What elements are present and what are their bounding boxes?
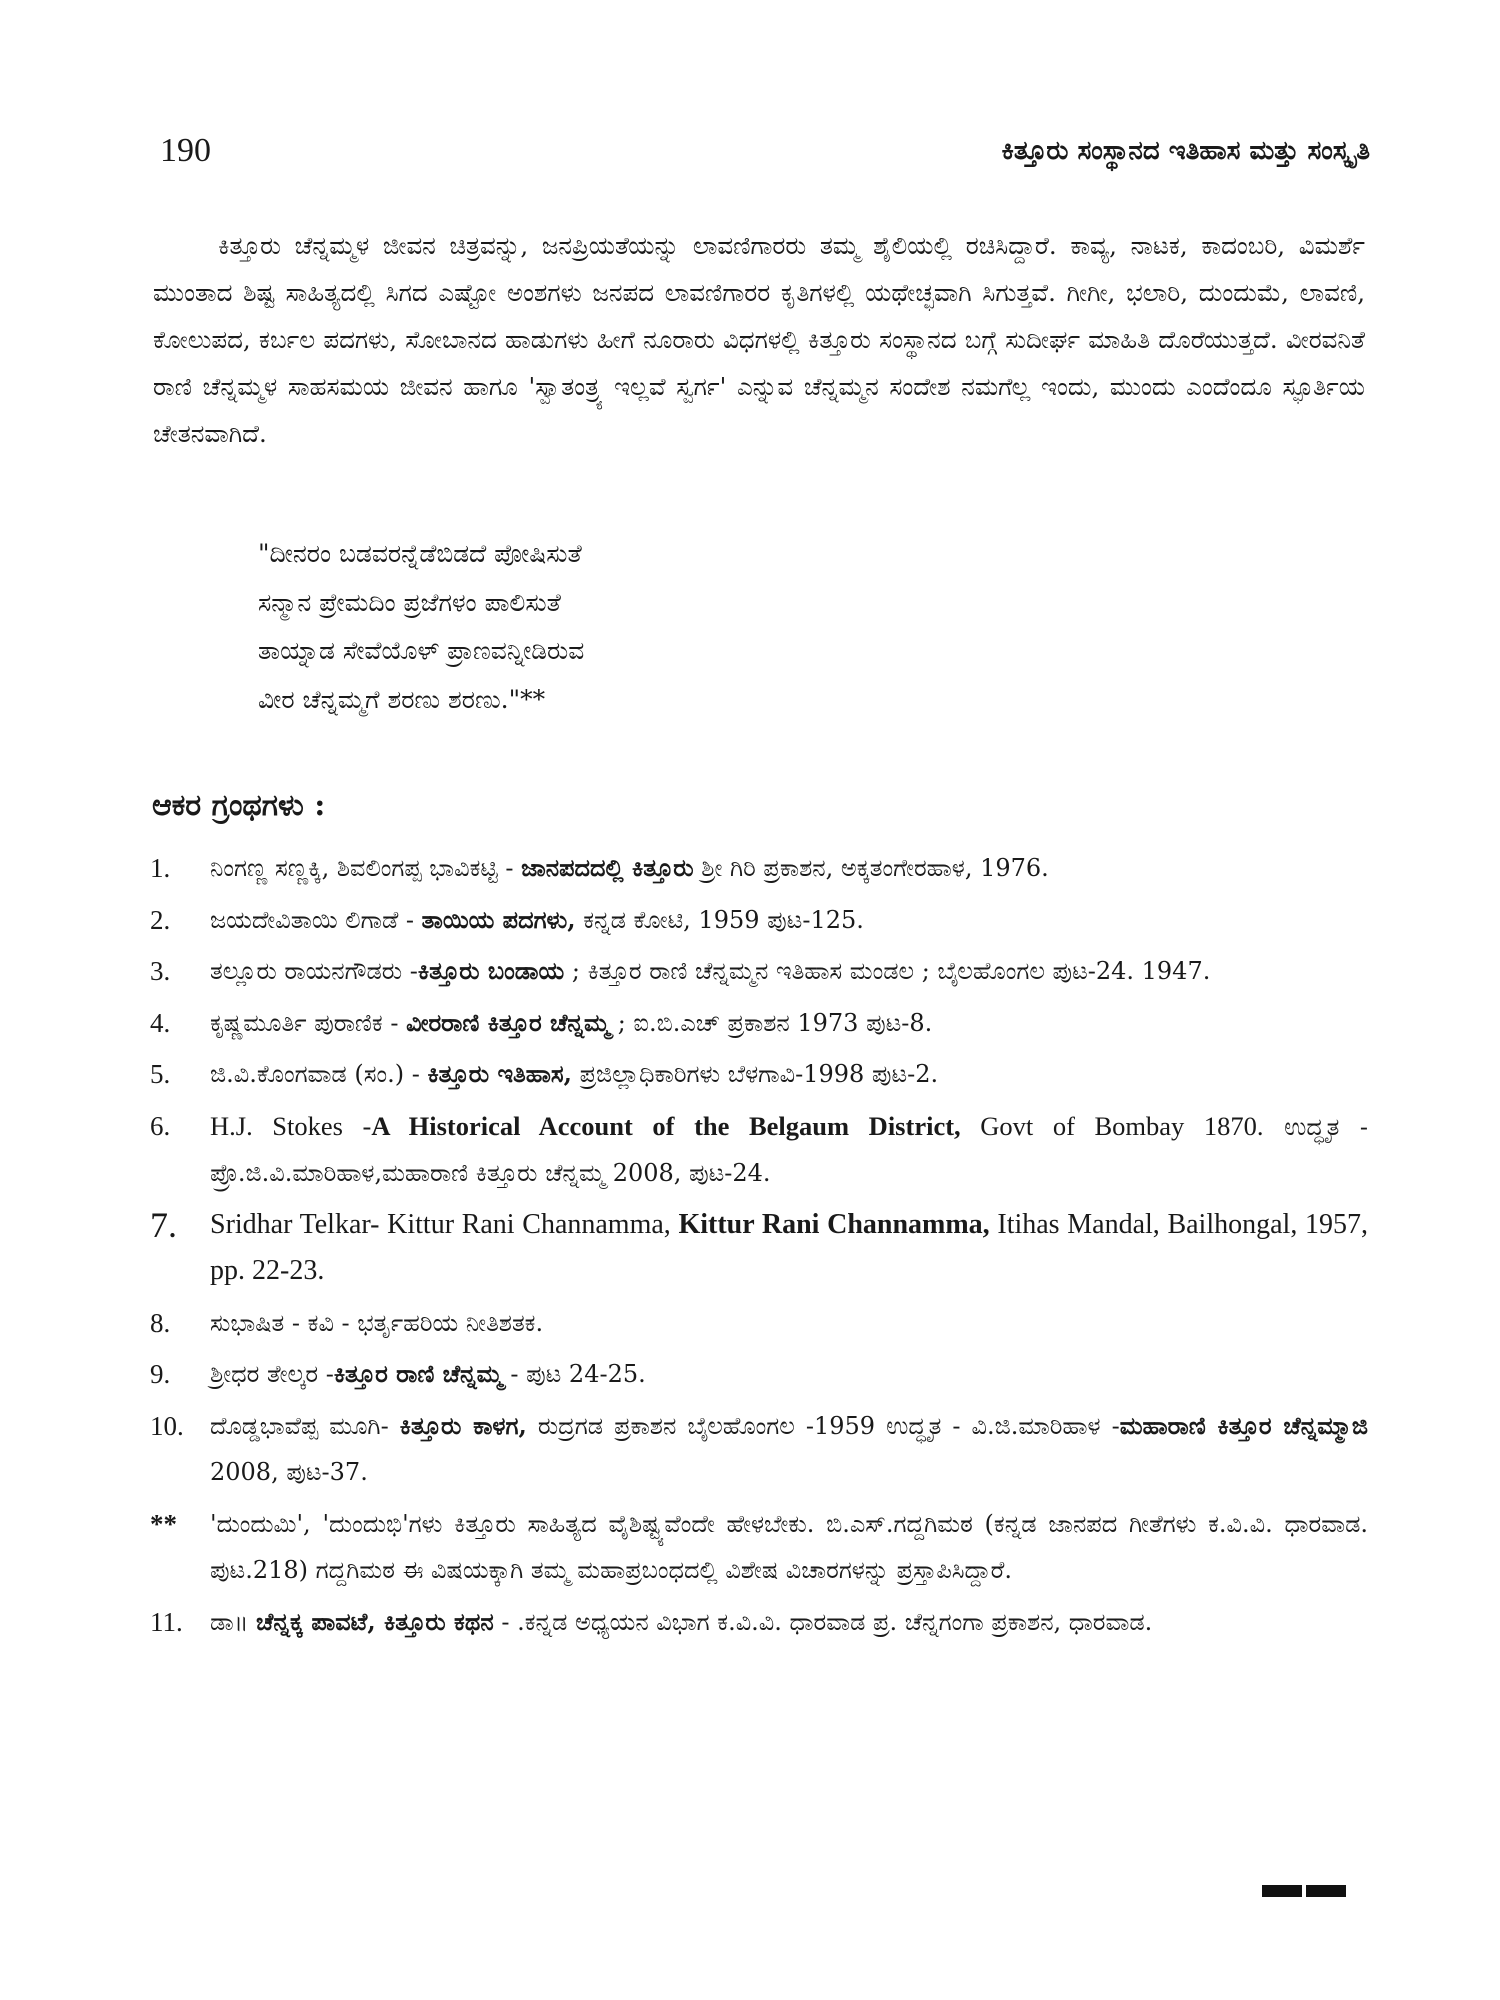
footnote-item — [150, 1501, 1368, 1594]
reference-author: ಕೃಷ್ಣಮೂರ್ತಿ ಪುರಾಣಿಕ - — [210, 1008, 407, 1037]
reference-title-secondary: ಮಹಾರಾಣಿ ಕಿತ್ತೂರ ಚೆನ್ನಮ್ಮಾಜಿ — [1119, 1410, 1368, 1440]
end-mark — [1306, 1885, 1346, 1897]
reference-details: ರುದ್ರಗಡ ಪ್ರಕಾಶನ ಬೈಲಹೊಂಗಲ -1959 ಉದ್ಧೃತ - ವಿ.ಜಿ.ಮಾರಿಹಾಳ - — [526, 1411, 1120, 1440]
footnote-marker: ** — [150, 1508, 177, 1539]
reference-author: ಜಯದೇವಿತಾಯಿ ಲಿಗಾಡೆ - — [210, 905, 422, 934]
reference-item — [150, 1051, 1368, 1098]
reference-title: ಜಾನಪದದಲ್ಲಿ ಕಿತ್ತೂರು — [521, 853, 694, 882]
reference-item — [150, 1599, 1368, 1646]
reference-details: - .ಕನ್ನಡ ಅಧ್ಯಯನ ವಿಭಾಗ ಕ.ವಿ.ವಿ. ಧಾರವಾಡ ಪ್ರ. ಚೆನ್ನಗಂಗಾ ಪ್ರಕಾಶನ, ಧಾರವಾಡ. — [493, 1607, 1153, 1636]
reference-title: ಕಿತ್ತೂರು ಬಂಡಾಯ — [417, 956, 565, 985]
reference-number: 4. — [150, 1007, 171, 1038]
reference-author: ಶ್ರೀಧರ ತೇಲ್ಕರ - — [210, 1360, 334, 1388]
reference-details: ಕನ್ನಡ ಕೋಟಿ, 1959 ಪುಟ-125. — [575, 905, 864, 934]
reference-number: 5. — [150, 1059, 171, 1089]
reference-item — [150, 948, 1368, 995]
reference-details: ; ಐ.ಬಿ.ಎಚ್ ಪ್ರಕಾಶನ 1973 ಪುಟ-8. — [610, 1008, 933, 1037]
verse-quote — [258, 530, 584, 724]
reference-title: Kittur Rani Channamma, — [678, 1208, 990, 1240]
reference-number: 7. — [150, 1204, 177, 1245]
reference-title: ವೀರರಾಣಿ ಕಿತ್ತೂರ ಚೆನ್ನಮ್ಮ — [406, 1007, 611, 1037]
sources-heading: ಆಕರ ಗ್ರಂಥಗಳು : — [152, 788, 326, 823]
reference-author: ದೊಡ್ಡಭಾವೆಪ್ಪ ಮೂಗಿ- — [210, 1411, 400, 1440]
reference-details: ; ಕಿತ್ತೂರ ರಾಣಿ ಚೆನ್ನಮ್ಮನ ಇತಿಹಾಸ ಮಂಡಲ ; ಬೈಲಹೊಂಗಲ ಪುಟ-24. 1947. — [564, 957, 1211, 985]
reference-title: ಕಿತ್ತೂರ ರಾಣಿ ಚೆನ್ನಮ್ಮ — [333, 1359, 503, 1388]
reference-author: ನಿಂಗಣ್ಣ ಸಣ್ಣಕ್ಕಿ, ಶಿವಲಿಂಗಪ್ಪ ಭಾವಿಕಟ್ಟಿ - — [210, 854, 522, 882]
reference-item — [150, 1202, 1368, 1295]
footnote-text: 'ದುಂದುಮಿ', 'ದುಂದುಭಿ'ಗಳು ಕಿತ್ತೂರು ಸಾಹಿತ್ಯದ ವೈಶಿಷ್ಟ್ಯವೆಂದೇ ಹೇಳಬೇಕು. ಬಿ.ಎಸ್.ಗದ್ದಗಿಮಠ (ಕನ್ನಡ ಜಾನಪದ ಗೀತೆಗಳು ಕ.ವಿ.ವಿ. ಧಾರವಾಡ. ಪುಟ.218) ಗದ್ದಗಿಮಠ ಈ ವಿಷಯಕ್ಕಾಗಿ ತಮ್ಮ ಮಹಾಪ್ರಬಂಧದಲ್ಲಿ ವಿಶೇಷ ವಿಚಾರಗಳನ್ನು ಪ್ರಸ್ತಾಪಿಸಿದ್ದಾರೆ. — [210, 1509, 1368, 1584]
reference-item — [150, 1351, 1368, 1398]
reference-details-secondary: 2008, ಪುಟ-37. — [210, 1458, 368, 1486]
verse-line: "ದೀನರಂ ಬಡವರನ್ನೆಡೆಬಿಡದೆ ಪೋಷಿಸುತೆ — [258, 539, 582, 568]
reference-title: ತಾಯಿಯ ಪದಗಳು, — [421, 904, 576, 934]
reference-author: ತಲ್ಲೂರು ರಾಯನಗೌಡರು - — [210, 957, 418, 985]
reference-number: 2. — [150, 904, 171, 935]
verse-line: ವೀರ ಚೆನ್ನಮ್ಮಗೆ ಶರಣು ಶರಣು."** — [258, 684, 546, 714]
running-title: ಕಿತ್ತೂರು ಸಂಸ್ಥಾನದ ಇತಿಹಾಸ ಮತ್ತು ಸಂಸ್ಕೃತಿ — [1001, 136, 1370, 166]
reference-details: ಪ್ರಜಿಲ್ಲಾಧಿಕಾರಿಗಳು ಬೆಳಗಾವಿ-1998 ಪುಟ-2. — [571, 1060, 939, 1088]
reference-title: A Historical Account of the Belgaum District, — [371, 1110, 961, 1141]
reference-author: ಸುಭಾಷಿತ - ಕವಿ - ಭರ್ತೃಹರಿಯ ನೀತಿಶತಕ. — [210, 1308, 544, 1337]
reference-item — [150, 1300, 1368, 1347]
reference-title: ಕಿತ್ತೂರು ಕಾಳಗ, — [399, 1410, 527, 1440]
reference-list — [150, 845, 1368, 1650]
page-number: 190 — [160, 132, 211, 169]
end-of-chapter-marks — [1262, 1882, 1350, 1901]
reference-title: ಚೆನ್ನಕ್ಕ ಪಾವಟೆ, ಕಿತ್ತೂರು ಕಥನ — [256, 1606, 494, 1636]
reference-author: ಜಿ.ವಿ.ಕೊಂಗವಾಡ (ಸಂ.) - — [210, 1060, 428, 1088]
reference-author: Sridhar Telkar- Kittur Rani Channamma, — [210, 1208, 679, 1240]
reference-item — [150, 1403, 1368, 1496]
reference-number: 11. — [150, 1606, 183, 1637]
reference-item — [150, 845, 1368, 892]
reference-number: 9. — [150, 1359, 171, 1389]
reference-item — [150, 1103, 1368, 1197]
reference-number: 8. — [150, 1307, 171, 1338]
verse-line: ಸನ್ಮಾನ ಪ್ರೇಮದಿಂ ಪ್ರಜೆಗಳಂ ಪಾಲಿಸುತೆ — [258, 587, 561, 617]
reference-author: H.J. Stokes - — [210, 1110, 372, 1141]
body-paragraph: ಕಿತ್ತೂರು ಚೆನ್ನಮ್ಮಳ ಜೀವನ ಚಿತ್ರವನ್ನು, ಜನಪ್ರಿಯತೆಯನ್ನು ಲಾವಣಿಗಾರರು ತಮ್ಮ ಶೈಲಿಯಲ್ಲಿ ರಚಿಸಿದ್ದಾರೆ. ಕಾವ್ಯ, ನಾಟಕ, ಕಾದಂಬರಿ, ವಿಮರ್ಶೆ ಮುಂತಾದ ಶಿಷ್ಟ ಸಾಹಿತ್ಯದಲ್ಲಿ ಸಿಗದ ಎಷ್ಟೋ ಅಂಶಗಳು ಜನಪದ ಲಾವಣಿಗಾರರ ಕೃತಿಗಳಲ್ಲಿ ಯಥೇಚ್ಛವಾಗಿ ಸಿಗುತ್ತವೆ. ಗೀಗೀ, ಭಲಾರಿ, ದುಂದುಮೆ, ಲಾವಣಿ, ಕೋಲುಪದ, ಕರ್ಬಲ ಪದಗಳು, ಸೋಬಾನದ ಹಾಡುಗಳು ಹೀಗೆ ನೂರಾರು ವಿಧಗಳಲ್ಲಿ ಕಿತ್ತೂರು ಸಂಸ್ಥಾನದ ಬಗ್ಗೆ ಸುದೀರ್ಘ ಮಾಹಿತಿ ದೊರೆಯುತ್ತದೆ. ವೀರವನಿತೆ ರಾಣಿ ಚೆನ್ನಮ್ಮಳ ಸಾಹಸಮಯ ಜೀವನ ಹಾಗೂ 'ಸ್ವಾತಂತ್ರ್ಯ ಇಲ್ಲವೆ ಸ್ವರ್ಗ' ಎನ್ನುವ ಚೆನ್ನಮ್ಮನ ಸಂದೇಶ ನಮಗೆಲ್ಲ ಇಂದು, ಮುಂದು ಎಂದೆಂದೂ ಸ್ಫೂರ್ತಿಯ ಚೇತನವಾಗಿದೆ. — [153, 231, 1365, 448]
reference-title: ಕಿತ್ತೂರು ಇತಿಹಾಸ, — [427, 1059, 572, 1088]
verse-line: ತಾಯ್ನಾಡ ಸೇವೆಯೊಳ್ ಪ್ರಾಣವನ್ನೀಡಿರುವ — [258, 636, 585, 665]
reference-details: Govt of Bombay 1870. — [960, 1110, 1264, 1141]
end-mark — [1262, 1885, 1302, 1897]
reference-number: 6. — [150, 1110, 171, 1141]
reference-number: 3. — [150, 956, 171, 986]
page-header — [160, 132, 1370, 172]
reference-details: ಶ್ರೀ ಗಿರಿ ಪ್ರಕಾಶನ, ಅಕ್ಕತಂಗೇರಹಾಳ, 1976. — [693, 854, 1049, 882]
reference-number: 10. — [150, 1410, 184, 1441]
reference-details-kannada: ಉದ್ಧೃತ - ಪ್ರೊ.ಜಿ.ವಿ.ಮಾರಿಹಾಳ,ಮಹಾರಾಣಿ ಕಿತ್ತೂರು ಚೆನ್ನಮ್ಮ 2008, ಪುಟ-24. — [210, 1112, 1369, 1187]
reference-number: 1. — [150, 853, 171, 883]
reference-author: ಡಾ॥ — [210, 1607, 257, 1636]
reference-details: - ಪುಟ 24-25. — [502, 1360, 646, 1388]
reference-details: Itihas Mandal, Bailhongal, 1957, pp. 22-23. — [210, 1208, 1369, 1286]
reference-item — [150, 897, 1368, 944]
reference-item — [150, 1000, 1368, 1047]
